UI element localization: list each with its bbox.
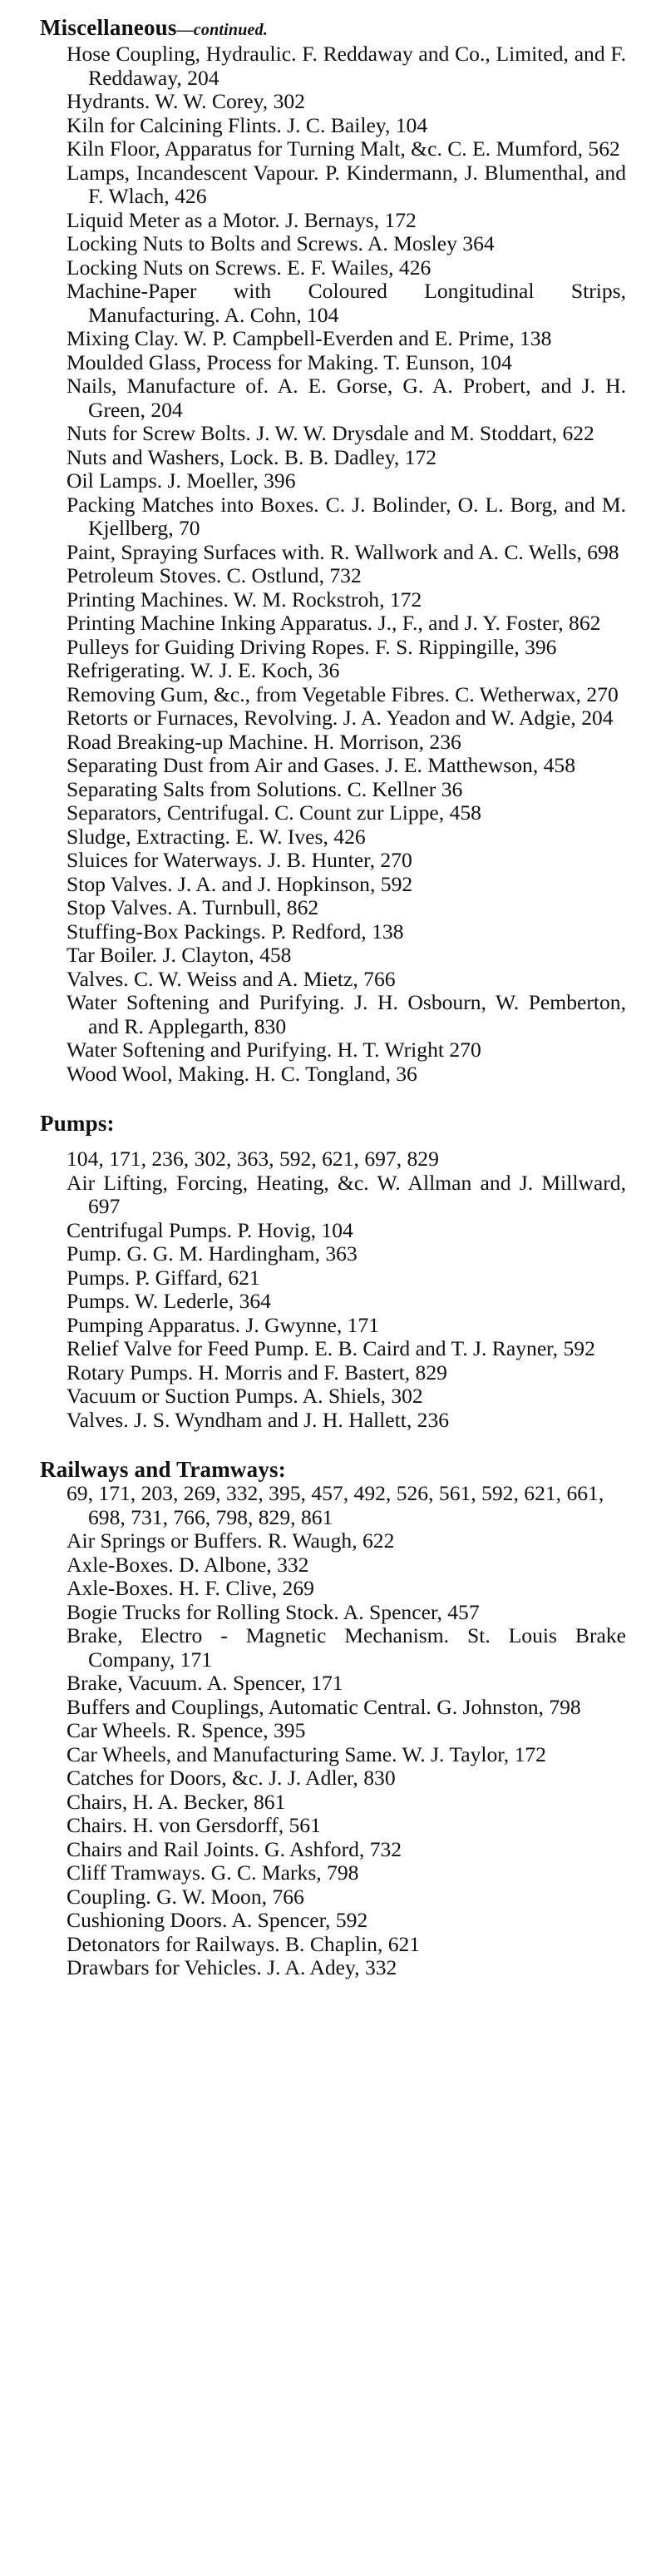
section-heading bbox=[25, 15, 626, 42]
index-entry: Packing Matches into Boxes. C. J. Bolinder, O. L. Borg, and M. Kjellberg, 70 bbox=[67, 492, 626, 540]
index-entry: Retorts or Furnaces, Revolving. J. A. Yeadon and W. Adgie, 204 bbox=[67, 706, 614, 730]
section-heading bbox=[25, 1457, 626, 1482]
section-pumps bbox=[25, 1111, 626, 1432]
index-entry: Stop Valves. J. A. and J. Hopkinson, 592 bbox=[67, 871, 413, 896]
section-subtitle: —continued. bbox=[176, 21, 269, 39]
index-entry: Relief Valve for Feed Pump. E. B. Caird and T. J. Rayner, 592 bbox=[67, 1336, 595, 1360]
index-entry: Pulleys for Guiding Driving Ropes. F. S. Rippingille, 396 bbox=[67, 634, 557, 659]
index-entry: Chairs, H. A. Becker, 861 bbox=[67, 1789, 286, 1814]
index-entry: Chairs. H. von Gersdorff, 561 bbox=[67, 1813, 321, 1837]
index-entry: Stuffing-Box Packings. P. Redford, 138 bbox=[67, 919, 404, 944]
index-entry: Removing Gum, &c., from Vegetable Fibres. C. Wetherwax, 270 bbox=[67, 681, 619, 706]
index-entry: Machine-Paper with Coloured Longitudinal Strips, Manufacturing. A. Cohn, 104 bbox=[67, 279, 626, 327]
section-spacer bbox=[25, 1086, 626, 1111]
index-entry: Catches for Doors, &c. J. J. Adler, 830 bbox=[67, 1766, 396, 1790]
index-entry: Drawbars for Vehicles. J. A. Adey, 332 bbox=[67, 1955, 397, 1979]
index-entry: Petroleum Stoves. C. Ostlund, 732 bbox=[67, 563, 362, 587]
index-entry: Car Wheels. R. Spence, 395 bbox=[67, 1718, 306, 1742]
heading-spacer bbox=[25, 1136, 626, 1147]
index-entry: Tar Boiler. J. Clayton, 458 bbox=[67, 943, 292, 967]
index-entry: Pump. G. G. M. Hardingham, 363 bbox=[67, 1241, 358, 1266]
index-entry: Kiln Floor, Apparatus for Turning Malt, &c. C. E. Mumford, 562 bbox=[67, 136, 620, 161]
index-entry: Axle-Boxes. H. F. Clive, 269 bbox=[67, 1576, 314, 1600]
index-entry: Mixing Clay. W. P. Campbell-Everden and E. Prime, 138 bbox=[67, 326, 552, 350]
index-entry: Brake, Electro - Magnetic Mechanism. St. Louis Brake Company, 171 bbox=[67, 1623, 626, 1672]
index-entry: Hydrants. W. W. Corey, 302 bbox=[67, 89, 305, 113]
index-entry: Liquid Meter as a Motor. J. Bernays, 172 bbox=[67, 207, 417, 232]
index-entry: Brake, Vacuum. A. Spencer, 171 bbox=[67, 1671, 343, 1695]
index-entry: Locking Nuts to Bolts and Screws. A. Mosley 364 bbox=[67, 231, 495, 255]
index-entry: Water Softening and Purifying. H. T. Wright 270 bbox=[67, 1038, 481, 1062]
index-entry: Locking Nuts on Screws. E. F. Wailes, 426 bbox=[67, 255, 432, 280]
section-heading bbox=[25, 1111, 626, 1136]
section-spacer bbox=[25, 1432, 626, 1457]
index-entry: Separating Salts from Solutions. C. Kellner 36 bbox=[67, 776, 463, 801]
index-entry: Separators, Centrifugal. C. Count zur Lippe, 458 bbox=[67, 800, 481, 825]
section-title: Pumps: bbox=[40, 1111, 115, 1136]
index-entry: Pumps. W. Lederle, 364 bbox=[67, 1289, 271, 1313]
index-entry: Nuts and Washers, Lock. B. B. Dadley, 172 bbox=[67, 444, 437, 469]
index-entry: Separating Dust from Air and Gases. J. E. Matthewson, 458 bbox=[67, 753, 576, 777]
index-entry: Bogie Trucks for Rolling Stock. A. Spencer, 457 bbox=[67, 1599, 480, 1624]
index-entry: Pumps. P. Giffard, 621 bbox=[67, 1265, 260, 1290]
section-title: Railways and Tramways: bbox=[40, 1457, 286, 1482]
index-entry: Air Springs or Buffers. R. Waugh, 622 bbox=[67, 1528, 395, 1553]
index-entry: Paint, Spraying Surfaces with. R. Wallwork and A. C. Wells, 698 bbox=[67, 539, 619, 564]
index-entry: Rotary Pumps. H. Morris and F. Bastert, 829 bbox=[67, 1360, 447, 1385]
index-entry: Chairs and Rail Joints. G. Ashford, 732 bbox=[67, 1836, 402, 1861]
section-railways-tramways bbox=[25, 1457, 626, 1980]
index-entry: Cushioning Doors. A. Spencer, 592 bbox=[67, 1908, 368, 1932]
index-entry: Hose Coupling, Hydraulic. F. Reddaway and Co., Limited, and F. Reddaway, 204 bbox=[67, 42, 626, 90]
index-entry: Wood Wool, Making. H. C. Tongland, 36 bbox=[67, 1061, 417, 1086]
index-entry: Detonators for Railways. B. Chaplin, 621 bbox=[67, 1931, 421, 1956]
index-entry: Axle-Boxes. D. Albone, 332 bbox=[67, 1552, 309, 1577]
index-entry: Sluices for Waterways. J. B. Hunter, 270 bbox=[67, 848, 412, 872]
index-entry: Centrifugal Pumps. P. Hovig, 104 bbox=[67, 1217, 353, 1242]
index-entry: Coupling. G. W. Moon, 766 bbox=[67, 1884, 304, 1909]
index-entry: Buffers and Couplings, Automatic Central. G. Johnston, 798 bbox=[67, 1694, 581, 1719]
index-entry: Lamps, Incandescent Vapour. P. Kindermann, J. Blumenthal, and F. Wlach, 426 bbox=[67, 160, 626, 208]
index-entry: Valves. C. W. Weiss and A. Mietz, 766 bbox=[67, 966, 396, 991]
section-page-refs: 69, 171, 203, 269, 332, 395, 457, 492, 526, 561, 592, 621, 661, 698, 731, 766, 798, 829, 861 bbox=[67, 1481, 604, 1529]
index-entry: Car Wheels, and Manufacturing Same. W. J. Taylor, 172 bbox=[67, 1741, 546, 1766]
index-entry: Air Lifting, Forcing, Heating, &c. W. Allman and J. Millward, 697 bbox=[67, 1170, 626, 1218]
index-entry: Kiln for Calcining Flints. J. C. Bailey, 104 bbox=[67, 112, 428, 137]
index-entry: Oil Lamps. J. Moeller, 396 bbox=[67, 468, 296, 493]
index-entry: Road Breaking-up Machine. H. Morrison, 236 bbox=[67, 729, 461, 754]
index-entry: Stop Valves. A. Turnbull, 862 bbox=[67, 895, 319, 919]
index-entry: Moulded Glass, Process for Making. T. Eunson, 104 bbox=[67, 349, 512, 374]
entry-list bbox=[25, 1529, 626, 1980]
index-entry: Nuts for Screw Bolts. J. W. W. Drysdale and M. Stoddart, 622 bbox=[67, 421, 594, 445]
index-entry: Water Softening and Purifying. J. H. Osbourn, W. Pemberton, and R. Applegarth, 830 bbox=[67, 990, 626, 1038]
index-entry: Cliff Tramways. G. C. Marks, 798 bbox=[67, 1860, 359, 1885]
index-entry: Printing Machines. W. M. Rockstroh, 172 bbox=[67, 587, 422, 612]
index-entry: Vacuum or Suction Pumps. A. Shiels, 302 bbox=[67, 1384, 423, 1408]
section-page-refs: 104, 171, 236, 302, 363, 592, 621, 697, 829 bbox=[67, 1147, 439, 1171]
index-entry: Nails, Manufacture of. A. E. Gorse, G. A. Probert, and J. H. Green, 204 bbox=[67, 374, 626, 422]
index-entry: Valves. J. S. Wyndham and J. H. Hallett, 236 bbox=[67, 1407, 450, 1432]
index-entry: Pumping Apparatus. J. Gwynne, 171 bbox=[67, 1312, 380, 1337]
entry-list bbox=[25, 42, 626, 1086]
entry-list bbox=[25, 1172, 626, 1433]
index-entry: Printing Machine Inking Apparatus. J., F., and J. Y. Foster, 862 bbox=[67, 611, 601, 635]
index-entry: Sludge, Extracting. E. W. Ives, 426 bbox=[67, 824, 366, 849]
section-miscellaneous bbox=[25, 15, 626, 1086]
index-entry: Refrigerating. W. J. E. Koch, 36 bbox=[67, 658, 340, 682]
section-title: Miscellaneous bbox=[40, 15, 177, 40]
